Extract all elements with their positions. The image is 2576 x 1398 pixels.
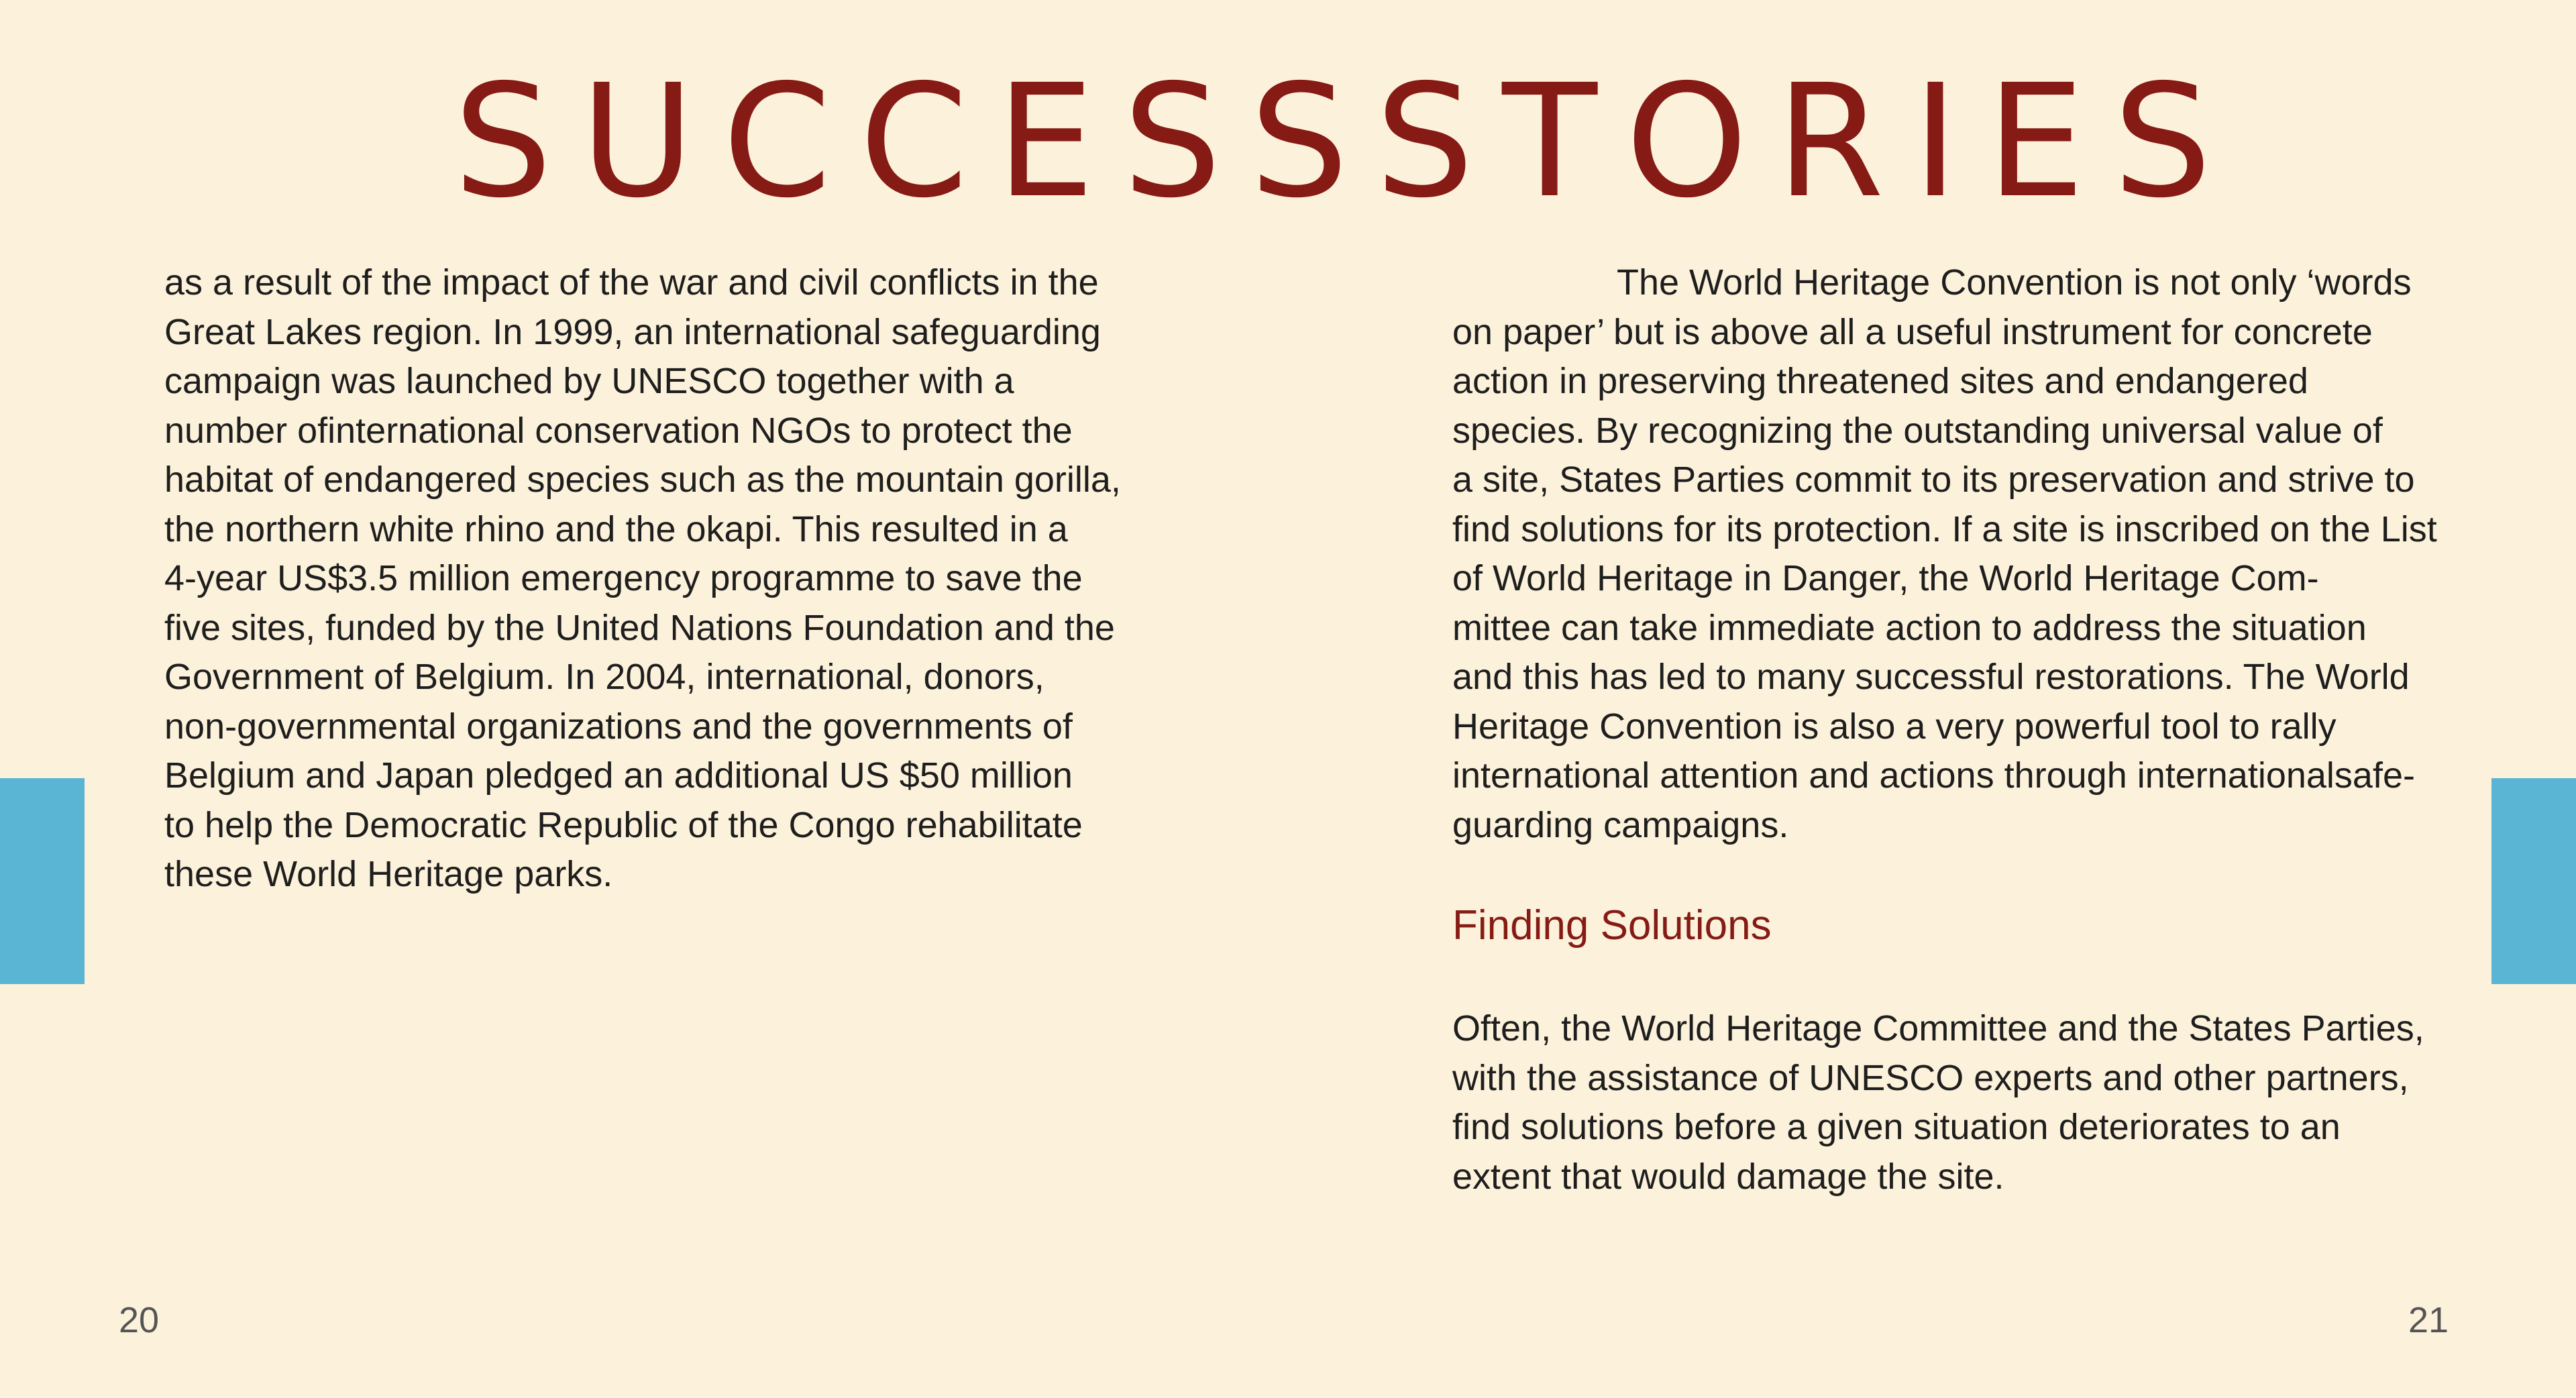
text-line: Often, the World Heritage Committee and the States Parties, [1452,1008,2424,1048]
text-line: The World Heritage Convention is not only ‘words [1617,262,2412,303]
text-line: guarding campaigns. [1452,804,1789,845]
text-line: action in preserving threatened sites and endangered [1452,361,2308,401]
text-line: find solutions for its protection. If a site is inscribed on the List [1452,508,2437,549]
text-line: 4-year US$3.5 million emergency programme to save the [164,558,1083,598]
text-line: Government of Belgium. In 2004, international, donors, [164,657,1044,697]
left-page-body [164,258,1121,900]
text-line: a site, States Parties commit to its preservation and strive to [1452,460,2415,500]
right-page-body-2 [1452,1004,2424,1201]
text-line: find solutions before a given situation deteriorates to an [1452,1107,2341,1147]
page-title-left: SUCCESS [453,51,1377,232]
text-line: these World Heritage parks. [164,854,613,894]
right-edge-tab [2491,778,2576,984]
left-edge-tab [0,778,85,984]
text-line: habitat of endangered species such as the mountain gorilla, [164,460,1121,500]
page-title-right: STORIES [1375,51,2241,232]
text-line: campaign was launched by UNESCO together with a [164,361,1014,401]
text-line: as a result of the impact of the war and civil conflicts in the [164,262,1099,303]
section-subheading: Finding Solutions [1452,902,1772,949]
text-line: Heritage Convention is also a very powerful tool to rally [1452,706,2337,747]
text-line: extent that would damage the site. [1452,1156,2004,1197]
text-line: number ofinternational conservation NGOs to protect the [164,410,1073,451]
text-line: species. By recognizing the outstanding universal value of [1452,410,2383,451]
text-line: non-governmental organizations and the governments of [164,706,1073,747]
text-line: and this has led to many successful restorations. The World [1452,657,2410,697]
page-number-right: 21 [2408,1300,2449,1340]
text-line: on paper’ but is above all a useful instrument for concrete [1452,311,2373,352]
text-line: international attention and actions through internationalsafe- [1452,755,2415,796]
text-line: Great Lakes region. In 1999, an international safeguarding [164,311,1101,352]
text-line: the northern white rhino and the okapi. This resulted in a [164,508,1068,549]
text-line: to help the Democratic Republic of the Congo rehabilitate [164,804,1083,845]
right-page-body [1452,258,2437,850]
text-line: five sites, funded by the United Nations Foundation and the [164,607,1115,648]
text-line: Belgium and Japan pledged an additional US $50 million [164,755,1073,796]
text-line: with the assistance of UNESCO experts and other partners, [1452,1057,2409,1098]
page-number-left: 20 [119,1300,160,1340]
text-line: of World Heritage in Danger, the World Heritage Com- [1452,558,2319,598]
text-line: mittee can take immediate action to address the situation [1452,607,2367,648]
